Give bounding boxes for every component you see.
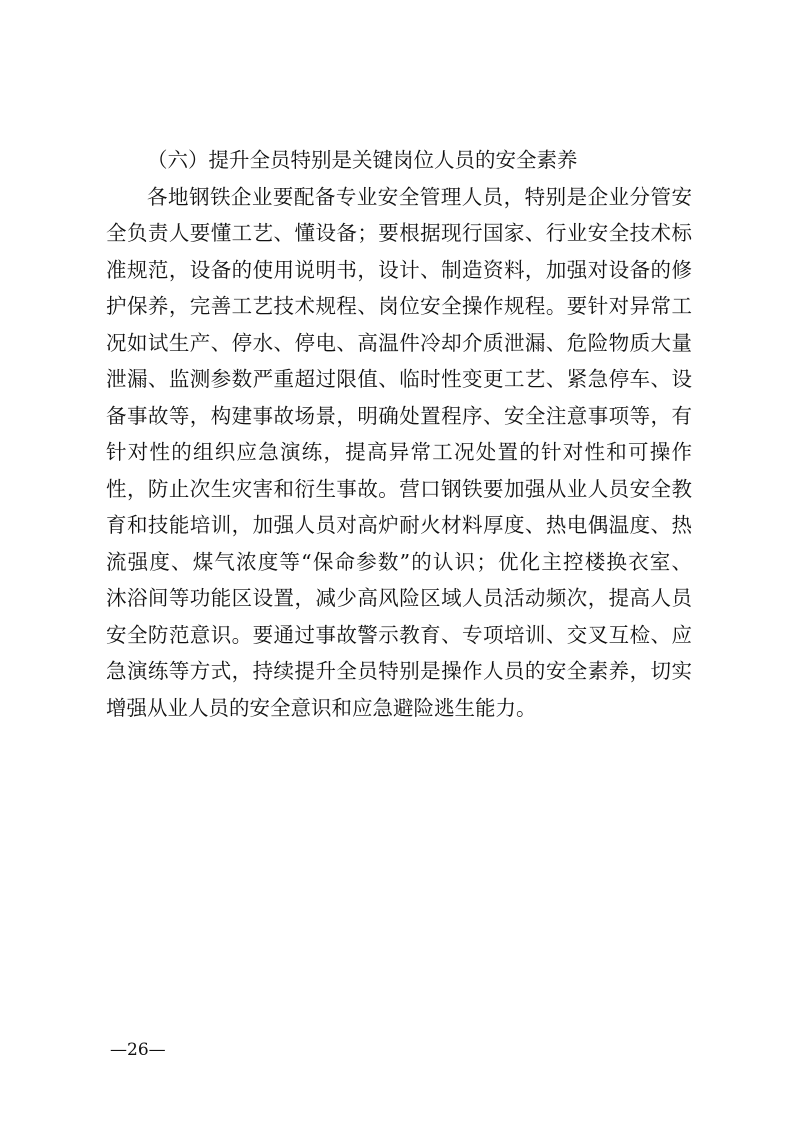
- page-number: —26—: [110, 1040, 166, 1060]
- paragraph-line: 针对性的组织应急演练，提高异常工况处置的针对性和可操作: [106, 440, 692, 464]
- paragraph-line: 增强从业人员的安全意识和应急避险逃生能力。: [106, 695, 537, 720]
- paragraph-line: 沐浴间等功能区设置，减少高风险区域人员活动频次，提高人员: [106, 586, 692, 610]
- paragraph-line: 护保养，完善工艺技术规程、岗位安全操作规程。要针对异常工: [106, 294, 692, 318]
- section-heading: （六）提升全员特别是关键岗位人员的安全素养: [147, 148, 578, 172]
- paragraph-line: 安全防范意识。要通过事故警示教育、专项培训、交叉互检、应: [106, 622, 692, 647]
- paragraph-line: 各地钢铁企业要配备专业安全管理人员，特别是企业分管安: [147, 184, 692, 209]
- document-body: [106, 142, 692, 726]
- paragraph-line: 性，防止次生灾害和衍生事故。营口钢铁要加强从业人员安全教: [106, 476, 692, 501]
- paragraph-line: 准规范，设备的使用说明书，设计、制造资料，加强对设备的修: [106, 257, 692, 282]
- paragraph-line: 流强度、煤气浓度等“保命参数”的认识；优化主控楼换衣室、: [106, 549, 692, 574]
- paragraph-line: 备事故等，构建事故场景，明确处置程序、安全注意事项等，有: [106, 403, 692, 428]
- paragraph-line: 况如试生产、停水、停电、高温件冷却介质泄漏、危险物质大量: [106, 330, 692, 355]
- paragraph-line: 全负责人要懂工艺、懂设备；要根据现行国家、行业安全技术标: [106, 221, 692, 245]
- paragraph-line: 泄漏、监测参数严重超过限值、临时性变更工艺、紧急停车、设: [106, 367, 692, 391]
- paragraph-line: 急演练等方式，持续提升全员特别是操作人员的安全素养，切实: [106, 659, 692, 683]
- body-paragraph: [106, 179, 692, 727]
- paragraph-line: 育和技能培训，加强人员对高炉耐火材料厚度、热电偶温度、热: [106, 513, 692, 537]
